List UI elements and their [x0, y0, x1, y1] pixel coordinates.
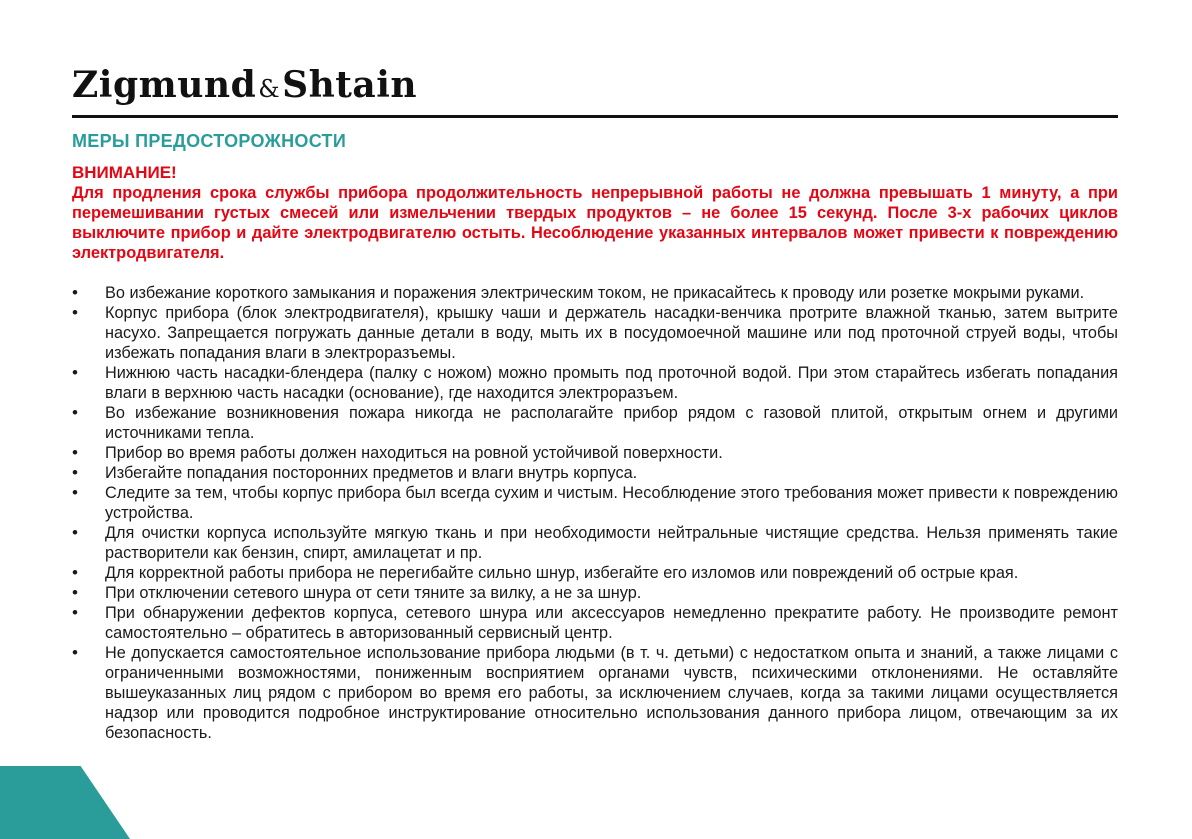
list-item: • Во избежание короткого замыкания и поражения электрическим током, не прикасайтесь к проводу или розетке мокрыми руками. — [72, 283, 1118, 303]
logo-right: Shtain — [282, 64, 418, 106]
list-item: • Во избежание возникновения пожара никогда не располагайте прибор рядом с газовой плитой, открытым огнем и другими источниками тепла. — [72, 403, 1118, 443]
list-item: • Не допускается самостоятельное использование прибора людьми (в т. ч. детьми) с недостатком опыта и знаний, а также лицами с ограниченными возможностями, пониженным восприятием органами чувств, психическими отклонениями. Не оставляйте вышеуказанных лиц рядом с прибором во время его работы, за исключением случаев, когда за такими лицами осуществляется надзор или проводится подробное инструктирование относительно использования данного прибора лицом, отвечающим за их безопасность. — [72, 643, 1118, 743]
list-item: • Для корректной работы прибора не перегибайте сильно шнур, избегайте его изломов или повреждений об острые края. — [72, 563, 1118, 583]
warning-text: Для продления срока службы прибора продолжительность непрерывной работы не должна превышать 1 минуту, а при перемешивании густых смесей или измельчении твердых продуктов – не более 15 секунд. После 3-х рабочих циклов выключите прибор и дайте электродвигателю остыть. Несоблюдение указанных интервалов может привести к повреждению электродвигателя. — [72, 184, 1118, 262]
logo-left: Zigmund — [72, 64, 257, 106]
list-item: • При отключении сетевого шнура от сети тяните за вилку, а не за шнур. — [72, 583, 1118, 603]
brand-logo — [72, 64, 417, 106]
list-item: • Нижнюю часть насадки-блендера (палку с ножом) можно промыть под проточной водой. При этом старайтесь избегать попадания влаги в верхнюю часть насадки (основание), где находится электроразъем. — [72, 363, 1118, 403]
logo-ampersand: & — [258, 75, 281, 103]
list-item: • Избегайте попадания посторонних предметов и влаги внутрь корпуса. — [72, 463, 1118, 483]
corner-decoration — [0, 766, 130, 839]
precautions-list — [72, 283, 1118, 743]
list-item: • Для очистки корпуса используйте мягкую ткань и при необходимости нейтральные чистящие средства. Нельзя применять такие растворители как бензин, спирт, амилацетат и пр. — [72, 523, 1118, 563]
list-item: • Следите за тем, чтобы корпус прибора был всегда сухим и чистым. Несоблюдение этого требования может привести к повреждению устройства. — [72, 483, 1118, 523]
list-item: • При обнаружении дефектов корпуса, сетевого шнура или аксессуаров немедленно прекратите работу. Не производите ремонт самостоятельно – обратитесь в авторизованный сервисный центр. — [72, 603, 1118, 643]
warning-title: ВНИМАНИЕ! — [72, 163, 177, 182]
list-item: • Прибор во время работы должен находиться на ровной устойчивой поверхности. — [72, 443, 1118, 463]
list-item: • Корпус прибора (блок электродвигателя), крышку чаши и держатель насадки-венчика протрите влажной тканью, затем вытрите насухо. Запрещается погружать данные детали в воду, мыть их в посудомоечной машине или под проточной струей воды, чтобы избежать попадания влаги в электроразъемы. — [72, 303, 1118, 363]
warning-block — [72, 163, 1118, 263]
header-divider — [72, 115, 1118, 118]
section-title: МЕРЫ ПРЕДОСТОРОЖНОСТИ — [72, 131, 347, 151]
